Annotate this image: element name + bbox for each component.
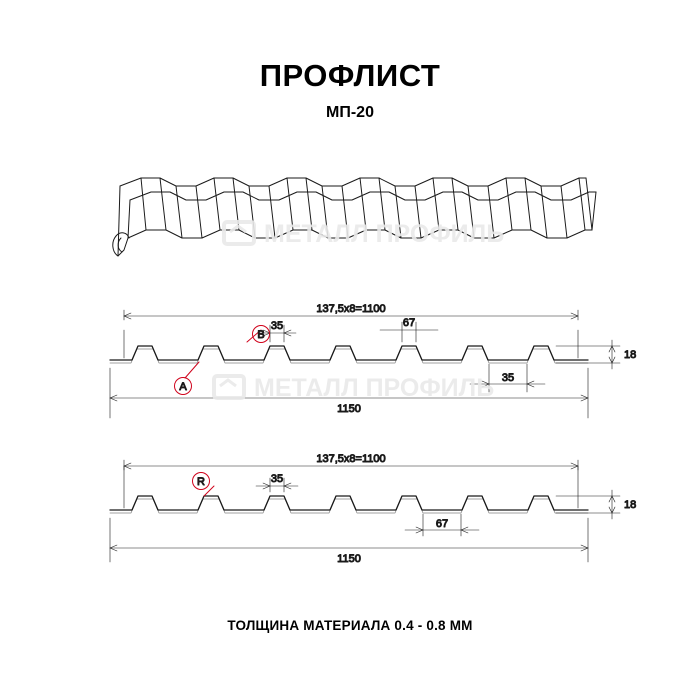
top-overall-label: 1150 xyxy=(337,403,361,415)
material-thickness-note: ТОЛЩИНА МАТЕРИАЛА 0.4 - 0.8 ММ xyxy=(227,618,473,633)
top-pitch-label: 137,5x8=1100 xyxy=(316,303,386,315)
watermark-text-1: МЕТАЛЛ ПРОФИЛЬ xyxy=(264,220,505,248)
top-rib-label-2: 35 xyxy=(501,372,515,384)
top-height-label: 18 xyxy=(624,349,637,361)
bottom-overall-label: 1150 xyxy=(337,553,361,565)
watermark-text-2: МЕТАЛЛ ПРОФИЛЬ xyxy=(254,374,495,402)
bottom-rib-label: 35 xyxy=(270,473,284,485)
top-rib-label: 35 xyxy=(270,320,284,332)
bottom-flat-label: 67 xyxy=(435,518,449,530)
top-flat-label: 67 xyxy=(402,317,416,329)
bottom-section-view xyxy=(110,460,620,562)
bottom-pitch-label: 137,5x8=1100 xyxy=(316,453,386,465)
callout-a-label: A xyxy=(179,381,187,393)
page-subtitle: МП-20 xyxy=(326,104,374,121)
callout-b-label: B xyxy=(257,329,265,341)
bottom-height-label: 18 xyxy=(624,499,637,511)
callout-r-label: R xyxy=(197,476,205,488)
page-title: ПРОФЛИСТ xyxy=(259,58,441,93)
